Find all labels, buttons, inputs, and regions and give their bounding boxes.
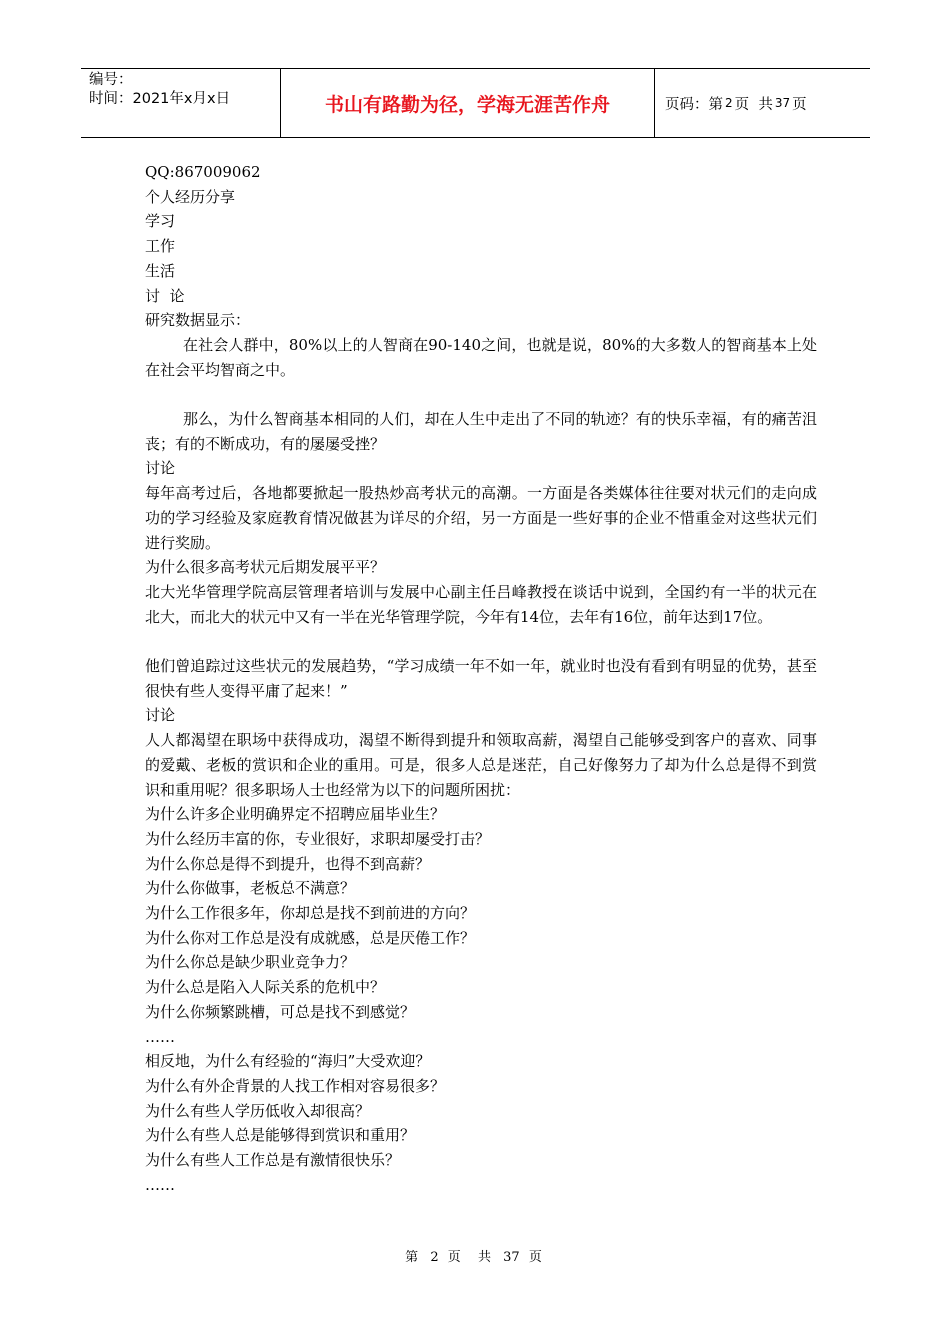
header-motto-cell <box>281 69 655 137</box>
footer-suffix: 页 <box>528 1250 545 1265</box>
question-line: 为什么有外企背景的人找工作相对容易很多？ <box>145 1076 446 1095</box>
blank-line <box>145 629 817 654</box>
number-label: 编号： <box>89 72 133 88</box>
paragraph: 在社会人群中，80%以上的人智商在90-140之间，也就是说，80%的大多数人的智商基本上处在社会平均智商之中。 <box>145 335 817 379</box>
section-title: 个人经历分享 <box>145 187 236 206</box>
footer-prefix: 第 <box>405 1250 422 1265</box>
topic-study: 学习 <box>145 212 176 231</box>
question-line: 为什么有些人总是能够得到赏识和重用？ <box>145 1126 416 1145</box>
paragraph: 每年高考过后，各地都要掀起一股热炒高考状元的高潮。一方面是各类媒体往往要对状元们的走向成功的学习经验及家庭教育情况做甚为详尽的介绍，另一方面是一些好事的企业不惜重金对这些状元们进行奖励。 <box>145 484 817 552</box>
question-line: 为什么工作很多年，你却总是找不到前进的方向？ <box>145 904 476 923</box>
question-line: 相反地，为什么有经验的“海归”大受欢迎？ <box>145 1052 431 1071</box>
question-line: 为什么很多高考状元后期发展平平？ <box>145 558 386 577</box>
page-suffix: 页 <box>792 96 807 113</box>
page-prefix: 页码：第 <box>665 96 723 113</box>
document-body <box>145 160 817 1198</box>
blank-line <box>145 382 817 407</box>
discussion-heading: 讨论 <box>145 706 176 725</box>
question-line: 为什么有些人工作总是有激情很快乐？ <box>145 1151 401 1170</box>
topic-work: 工作 <box>145 237 176 256</box>
page-current: 2 <box>725 96 733 110</box>
page-header <box>81 68 870 138</box>
topic-life: 生活 <box>145 261 176 280</box>
footer-total: 37 <box>503 1250 520 1265</box>
question-line: 为什么你做事，老板总不满意？ <box>145 879 356 898</box>
paragraph: 北大光华管理学院高层管理者培训与发展中心副主任吕峰教授在谈话中说到，全国约有一半的状元在北大，而北大的状元中又有一半在光华管理学院，今年有14位，去年有16位，前年达到17位。 <box>145 582 817 626</box>
header-page-cell <box>655 69 870 137</box>
paragraph: 人人都渴望在职场中获得成功，渴望不断得到提升和领取高薪，渴望自己能够受到客户的喜欢、同事的爱戴、老板的赏识和企业的重用。可是，很多人总是迷茫，自己好像努力了却为什么总是得不到赏识和重用呢？很多职场人士也经常为以下的问题所困扰： <box>145 731 817 799</box>
footer-mid: 页 共 <box>447 1250 494 1265</box>
footer-current: 2 <box>430 1250 439 1265</box>
motto-text: 书山有路勤为径，学海无涯苦作舟 <box>324 93 610 116</box>
ellipsis-line: …… <box>145 1027 175 1046</box>
question-line: 为什么你对工作总是没有成就感，总是厌倦工作？ <box>145 928 476 947</box>
page-total: 37 <box>774 96 791 110</box>
question-line: 为什么你频繁跳槽，可总是找不到感觉？ <box>145 1002 416 1021</box>
paragraph: 他们曾追踪过这些状元的发展趋势，“学习成绩一年不如一年，就业时也没有看到有明显的优势，甚至很快有些人变得平庸了起来！” <box>145 657 817 700</box>
question-line: 为什么你总是缺少职业竞争力？ <box>145 953 356 972</box>
paragraph: 那么，为什么智商基本相同的人们，却在人生中走出了不同的轨迹？有的快乐幸福，有的痛苦沮丧；有的不断成功，有的屡屡受挫？ <box>145 410 817 453</box>
topic-discussion: 讨 论 <box>145 286 185 305</box>
header-info-cell <box>81 69 281 137</box>
time-label: 时间：2021年x月x日 <box>89 91 231 107</box>
research-heading: 研究数据显示： <box>145 311 251 330</box>
question-line: 为什么有些人学历低收入却很高？ <box>145 1101 371 1120</box>
discussion-heading: 讨论 <box>145 459 176 478</box>
qq-line: QQ:867009062 <box>145 163 261 181</box>
question-line: 为什么许多企业明确界定不招聘应届毕业生？ <box>145 805 446 824</box>
question-line: 为什么经历丰富的你，专业很好，求职却屡受打击？ <box>145 829 491 848</box>
ellipsis-line: …… <box>145 1175 175 1194</box>
question-line: 为什么总是陷入人际关系的危机中？ <box>145 978 386 997</box>
question-line: 为什么你总是得不到提升，也得不到高薪？ <box>145 854 431 873</box>
page-footer <box>0 1246 950 1265</box>
page-mid: 页 共 <box>734 96 773 113</box>
